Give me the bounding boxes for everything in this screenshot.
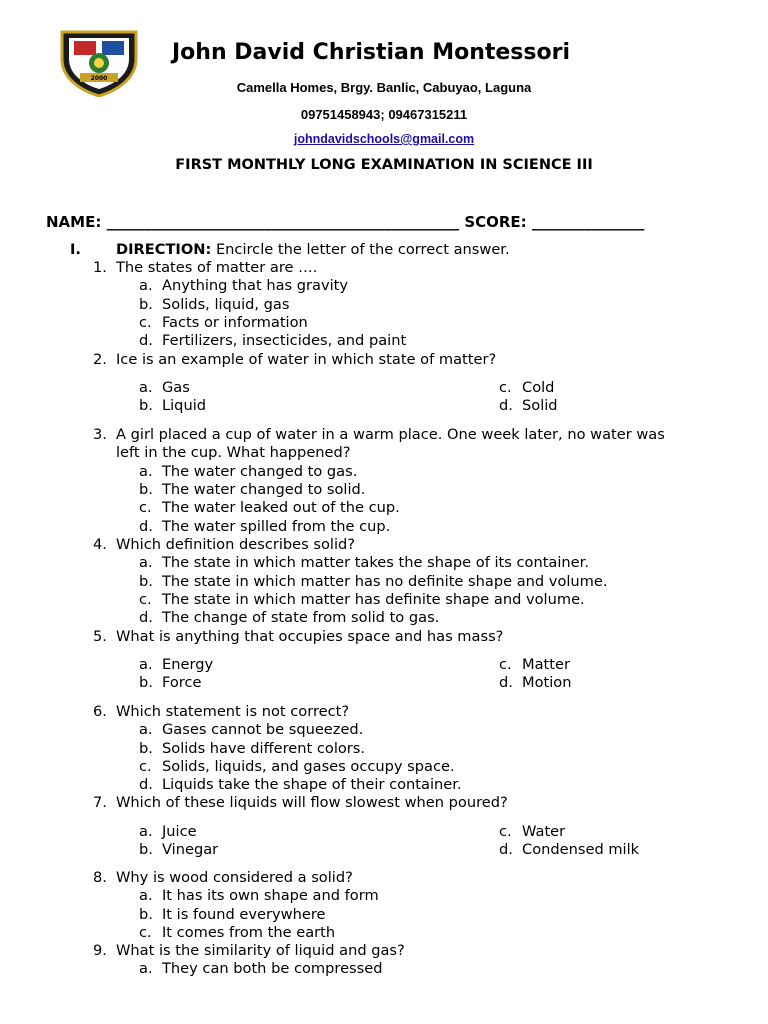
choice-letter: a. xyxy=(139,462,153,480)
choice-letter: d. xyxy=(139,776,153,794)
choice-text: Solid xyxy=(522,397,558,415)
choice-text: Fertilizers, insecticides, and paint xyxy=(162,332,407,350)
question-text: A girl placed a cup of water in a warm place. One week later, no water was xyxy=(116,426,665,443)
choice-letter: c. xyxy=(139,313,152,331)
choice-text: Water xyxy=(522,823,566,840)
choice-letter: b. xyxy=(139,674,153,692)
question-text: Which statement is not correct? xyxy=(116,703,350,720)
section-numeral: I. xyxy=(70,241,81,258)
name-label: NAME: xyxy=(46,213,102,231)
question-text: Why is wood considered a solid? xyxy=(116,869,353,886)
choice-text: Condensed milk xyxy=(522,841,640,859)
choice-text: Solids, liquids, and gases occupy space. xyxy=(162,757,455,775)
direction-text: Encircle the letter of the correct answer. xyxy=(211,241,510,258)
choice-text: Motion xyxy=(522,674,572,692)
question-text: Ice is an example of water in which state of matter? xyxy=(116,351,497,368)
question-number: 7. xyxy=(93,794,107,811)
school-address: Camella Homes, Brgy. Banlic, Cabuyao, Laguna xyxy=(236,80,532,95)
score-label: SCORE: xyxy=(464,213,527,231)
question-number: 9. xyxy=(93,942,107,959)
choice-letter: d. xyxy=(499,674,513,692)
choice-text: Juice xyxy=(162,823,197,840)
choice-letter: b. xyxy=(139,480,153,498)
choice-letter: b. xyxy=(139,295,153,313)
choice-text: Energy xyxy=(162,656,214,673)
choice-text: It comes from the earth xyxy=(162,923,336,941)
choice-text: The water spilled from the cup. xyxy=(162,517,391,535)
question-text: Which definition describes solid? xyxy=(116,536,356,553)
choice-text: Cold xyxy=(522,379,555,396)
school-phones: 09751458943; 09467315211 xyxy=(300,107,468,122)
choice-letter: b. xyxy=(139,397,153,415)
question-text: What is anything that occupies space and has mass? xyxy=(116,628,504,645)
choice-letter: a. xyxy=(139,721,153,739)
choice-letter: d. xyxy=(499,397,513,415)
choice-letter: a. xyxy=(139,656,153,673)
choice-letter: a. xyxy=(139,887,153,905)
question-number: 4. xyxy=(93,536,107,553)
choice-letter: b. xyxy=(139,739,153,757)
question-number: 1. xyxy=(93,259,107,276)
choice-text: Solids have different colors. xyxy=(162,739,366,757)
choice-letter: c. xyxy=(499,823,512,840)
choice-letter: c. xyxy=(139,499,152,517)
choice-text: Facts or information xyxy=(162,313,308,331)
choice-letter: c. xyxy=(499,379,512,396)
choice-letter: c. xyxy=(499,656,512,673)
choice-text: The state in which matter has no definite shape and volume. xyxy=(162,572,608,590)
choice-text: The water leaked out of the cup. xyxy=(162,499,400,517)
question-text-continued: left in the cup. What happened? xyxy=(116,444,351,462)
choice-letter: a. xyxy=(139,277,153,295)
choice-letter: d. xyxy=(139,332,153,350)
choice-letter: b. xyxy=(139,572,153,590)
choice-text: Force xyxy=(162,674,202,692)
choice-letter: a. xyxy=(139,554,153,572)
question-text: Which of these liquids will flow slowest when poured? xyxy=(116,794,508,811)
score-blank[interactable]: _______________ xyxy=(531,213,645,231)
school-email-link[interactable]: johndavidschools@gmail.com xyxy=(293,132,475,146)
choice-text: Liquid xyxy=(162,397,207,415)
name-blank[interactable]: _______________________________________________ xyxy=(106,213,460,231)
question-number: 3. xyxy=(93,426,107,443)
choice-text: Solids, liquid, gas xyxy=(162,295,290,313)
exam-title: FIRST MONTHLY LONG EXAMINATION IN SCIENCE III xyxy=(175,157,593,173)
choice-letter: b. xyxy=(139,841,153,859)
school-name: John David Christian Montessori xyxy=(172,40,570,65)
question-number: 6. xyxy=(93,703,107,720)
choice-letter: a. xyxy=(139,960,153,978)
choice-text: It is found everywhere xyxy=(162,905,326,923)
choice-letter: d. xyxy=(139,609,153,627)
choice-text: It has its own shape and form xyxy=(162,887,379,905)
direction-label: DIRECTION: xyxy=(116,241,212,258)
choice-text: The water changed to gas. xyxy=(162,462,358,480)
choice-text: Gases cannot be squeezed. xyxy=(162,721,364,739)
choice-text: Gas xyxy=(162,379,190,396)
choice-letter: d. xyxy=(139,517,153,535)
question-number: 2. xyxy=(93,351,107,368)
choice-letter: a. xyxy=(139,379,153,396)
choice-text: The water changed to solid. xyxy=(162,480,366,498)
choice-letter: c. xyxy=(139,757,152,775)
choice-letter: b. xyxy=(139,905,153,923)
question-number: 8. xyxy=(93,869,107,886)
question-text: The states of matter are …. xyxy=(116,259,318,276)
direction xyxy=(116,241,510,259)
question-text: What is the similarity of liquid and gas? xyxy=(116,942,405,959)
question-number: 5. xyxy=(93,628,107,645)
logo-year: 2000 xyxy=(90,75,108,82)
name-score-line xyxy=(46,213,644,231)
choice-text: Liquids take the shape of their container. xyxy=(162,776,462,794)
choice-letter: a. xyxy=(139,823,153,840)
choice-text: Vinegar xyxy=(162,841,219,859)
choice-text: Matter xyxy=(522,656,570,673)
choice-text: They can both be compressed xyxy=(162,960,383,978)
choice-text: The state in which matter takes the shape of its container. xyxy=(162,554,589,572)
choice-text: The change of state from solid to gas. xyxy=(162,609,440,627)
choice-letter: c. xyxy=(139,923,152,941)
choice-text: The state in which matter has definite shape and volume. xyxy=(162,590,585,608)
choice-letter: d. xyxy=(499,841,513,859)
choice-text: Anything that has gravity xyxy=(162,277,349,295)
choice-letter: c. xyxy=(139,590,152,608)
